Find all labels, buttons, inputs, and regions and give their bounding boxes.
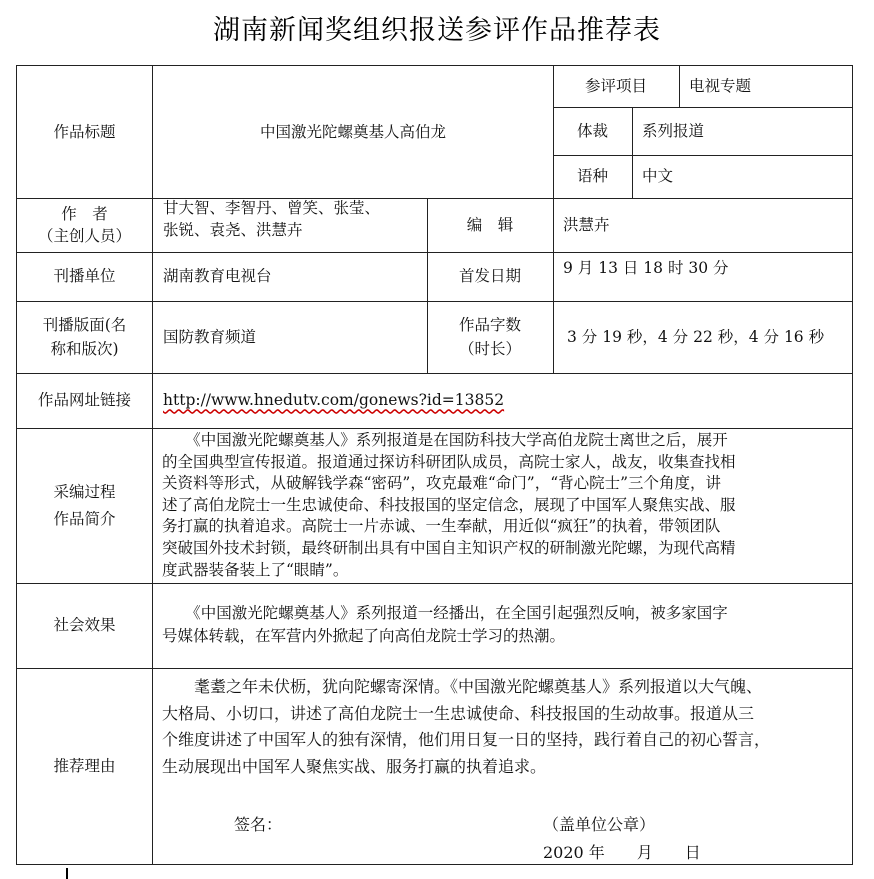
process-line: 述了高伯龙院士一生忠诚使命、科技报国的坚定信念，展现了中国军人聚焦实战、服: [162, 495, 736, 514]
value-layout: 国防教育频道: [163, 327, 257, 346]
value-genre: 系列报道: [642, 121, 705, 140]
label-publisher: 刊播单位: [53, 267, 116, 286]
process-line: 度武器装备装上了“眼睛”。: [162, 560, 349, 579]
process-line: 务打赢的执着追求。高院士一片赤诚、一生奉献，用近似“疯狂”的执着，带领团队: [162, 517, 721, 536]
label-category: 参评项目: [584, 76, 647, 95]
label-process-line2: 作品简介: [53, 509, 116, 528]
value-first-date: 9 月 13 日 18 时 30 分: [563, 258, 729, 277]
reason-text: [162, 674, 846, 780]
process-line: 《中国激光陀螺奠基人》系列报道是在国防科技大学高伯龙院士离世之后，展开: [162, 431, 728, 449]
label-process-line1: 采编过程: [53, 483, 116, 502]
date-line: 2020 年 月 日: [543, 843, 701, 862]
label-social-effect: 社会效果: [53, 616, 116, 635]
signature-label: 签名：: [234, 815, 283, 834]
label-author-line1: 作 者: [61, 204, 108, 223]
seal-label: （盖单位公章）: [543, 815, 656, 834]
process-line: 突破国外技术封锁，最终研制出具有中国自主知识产权的研制激光陀螺，为现代高精: [162, 538, 736, 557]
label-word-count-line1: 作品字数: [458, 315, 521, 334]
label-author: [16, 198, 153, 252]
page-edge-mark: [66, 868, 68, 879]
label-layout: [16, 301, 153, 373]
label-layout-line1: 刊播版面(名: [42, 315, 127, 334]
value-language: 中文: [642, 167, 674, 186]
value-authors: [153, 198, 427, 252]
value-authors-line2: 张锐、袁尧、洪慧卉: [163, 220, 303, 239]
reason-line: 大格局、小切口，讲述了高伯龙院士一生忠诚使命、科技报国的生动故事。报道从三: [162, 703, 755, 723]
value-editor: 洪慧卉: [563, 215, 610, 234]
social-line: 号媒体转载，在军营内外掀起了向高伯龙院士学习的热潮。: [162, 627, 566, 645]
process-line: 关资料等形式，从破解钱学森“密码”，攻克最难“命门”，“背心院士”三个角度，讲: [162, 474, 722, 493]
label-url: 作品网址链接: [37, 391, 131, 410]
social-line: 《中国激光陀螺奠基人》系列报道一经播出，在全国引起强烈反响，被多家国字: [162, 604, 728, 622]
reason-line: 个维度讲述了中国军人的独有深情，他们用日复一日的坚持，践行着自己的初心誓言，: [162, 730, 771, 749]
reason-line: 生动展现出中国军人聚焦实战、服务打赢的执着追求。: [162, 756, 547, 776]
label-language: 语种: [576, 167, 608, 186]
label-work-title: 作品标题: [53, 122, 116, 141]
page-title: 湖南新闻奖组织报送参评作品推荐表: [213, 15, 661, 46]
label-author-line2: （主创人员）: [37, 227, 131, 245]
reason-line: 耄耋之年未伏枥，犹向陀螺寄深情。《中国激光陀螺奠基人》系列报道以大气魄、: [162, 677, 763, 696]
process-line: 的全国典型宣传报道。报道通过探访科研团队成员，高院士家人，战友，收集查找相: [162, 452, 736, 471]
label-word-count: [427, 301, 553, 373]
label-genre: 体裁: [576, 121, 608, 140]
label-editor: 编 辑: [466, 215, 514, 234]
value-work-title: 中国激光陀螺奠基人高伯龙: [259, 122, 446, 141]
social-effect: [162, 602, 846, 648]
label-word-count-line2: （时长）: [458, 340, 521, 358]
label-reason: 推荐理由: [53, 756, 116, 775]
url-link[interactable]: http://www.hnedutv.com/gonews?id=13852: [163, 391, 505, 410]
value-url[interactable]: [153, 373, 852, 428]
label-process: [16, 428, 153, 583]
label-first-date: 首发日期: [458, 267, 521, 286]
label-layout-line2: 称和版次): [50, 340, 119, 358]
value-publisher: 湖南教育电视台: [163, 267, 272, 286]
value-authors-line1: 甘大智、李智丹、曾笑、张莹、: [163, 199, 381, 217]
process-summary: [162, 430, 846, 581]
value-duration: 3 分 19 秒，4 分 22 秒，4 分 16 秒: [567, 327, 825, 346]
value-category: 电视专题: [689, 76, 752, 95]
